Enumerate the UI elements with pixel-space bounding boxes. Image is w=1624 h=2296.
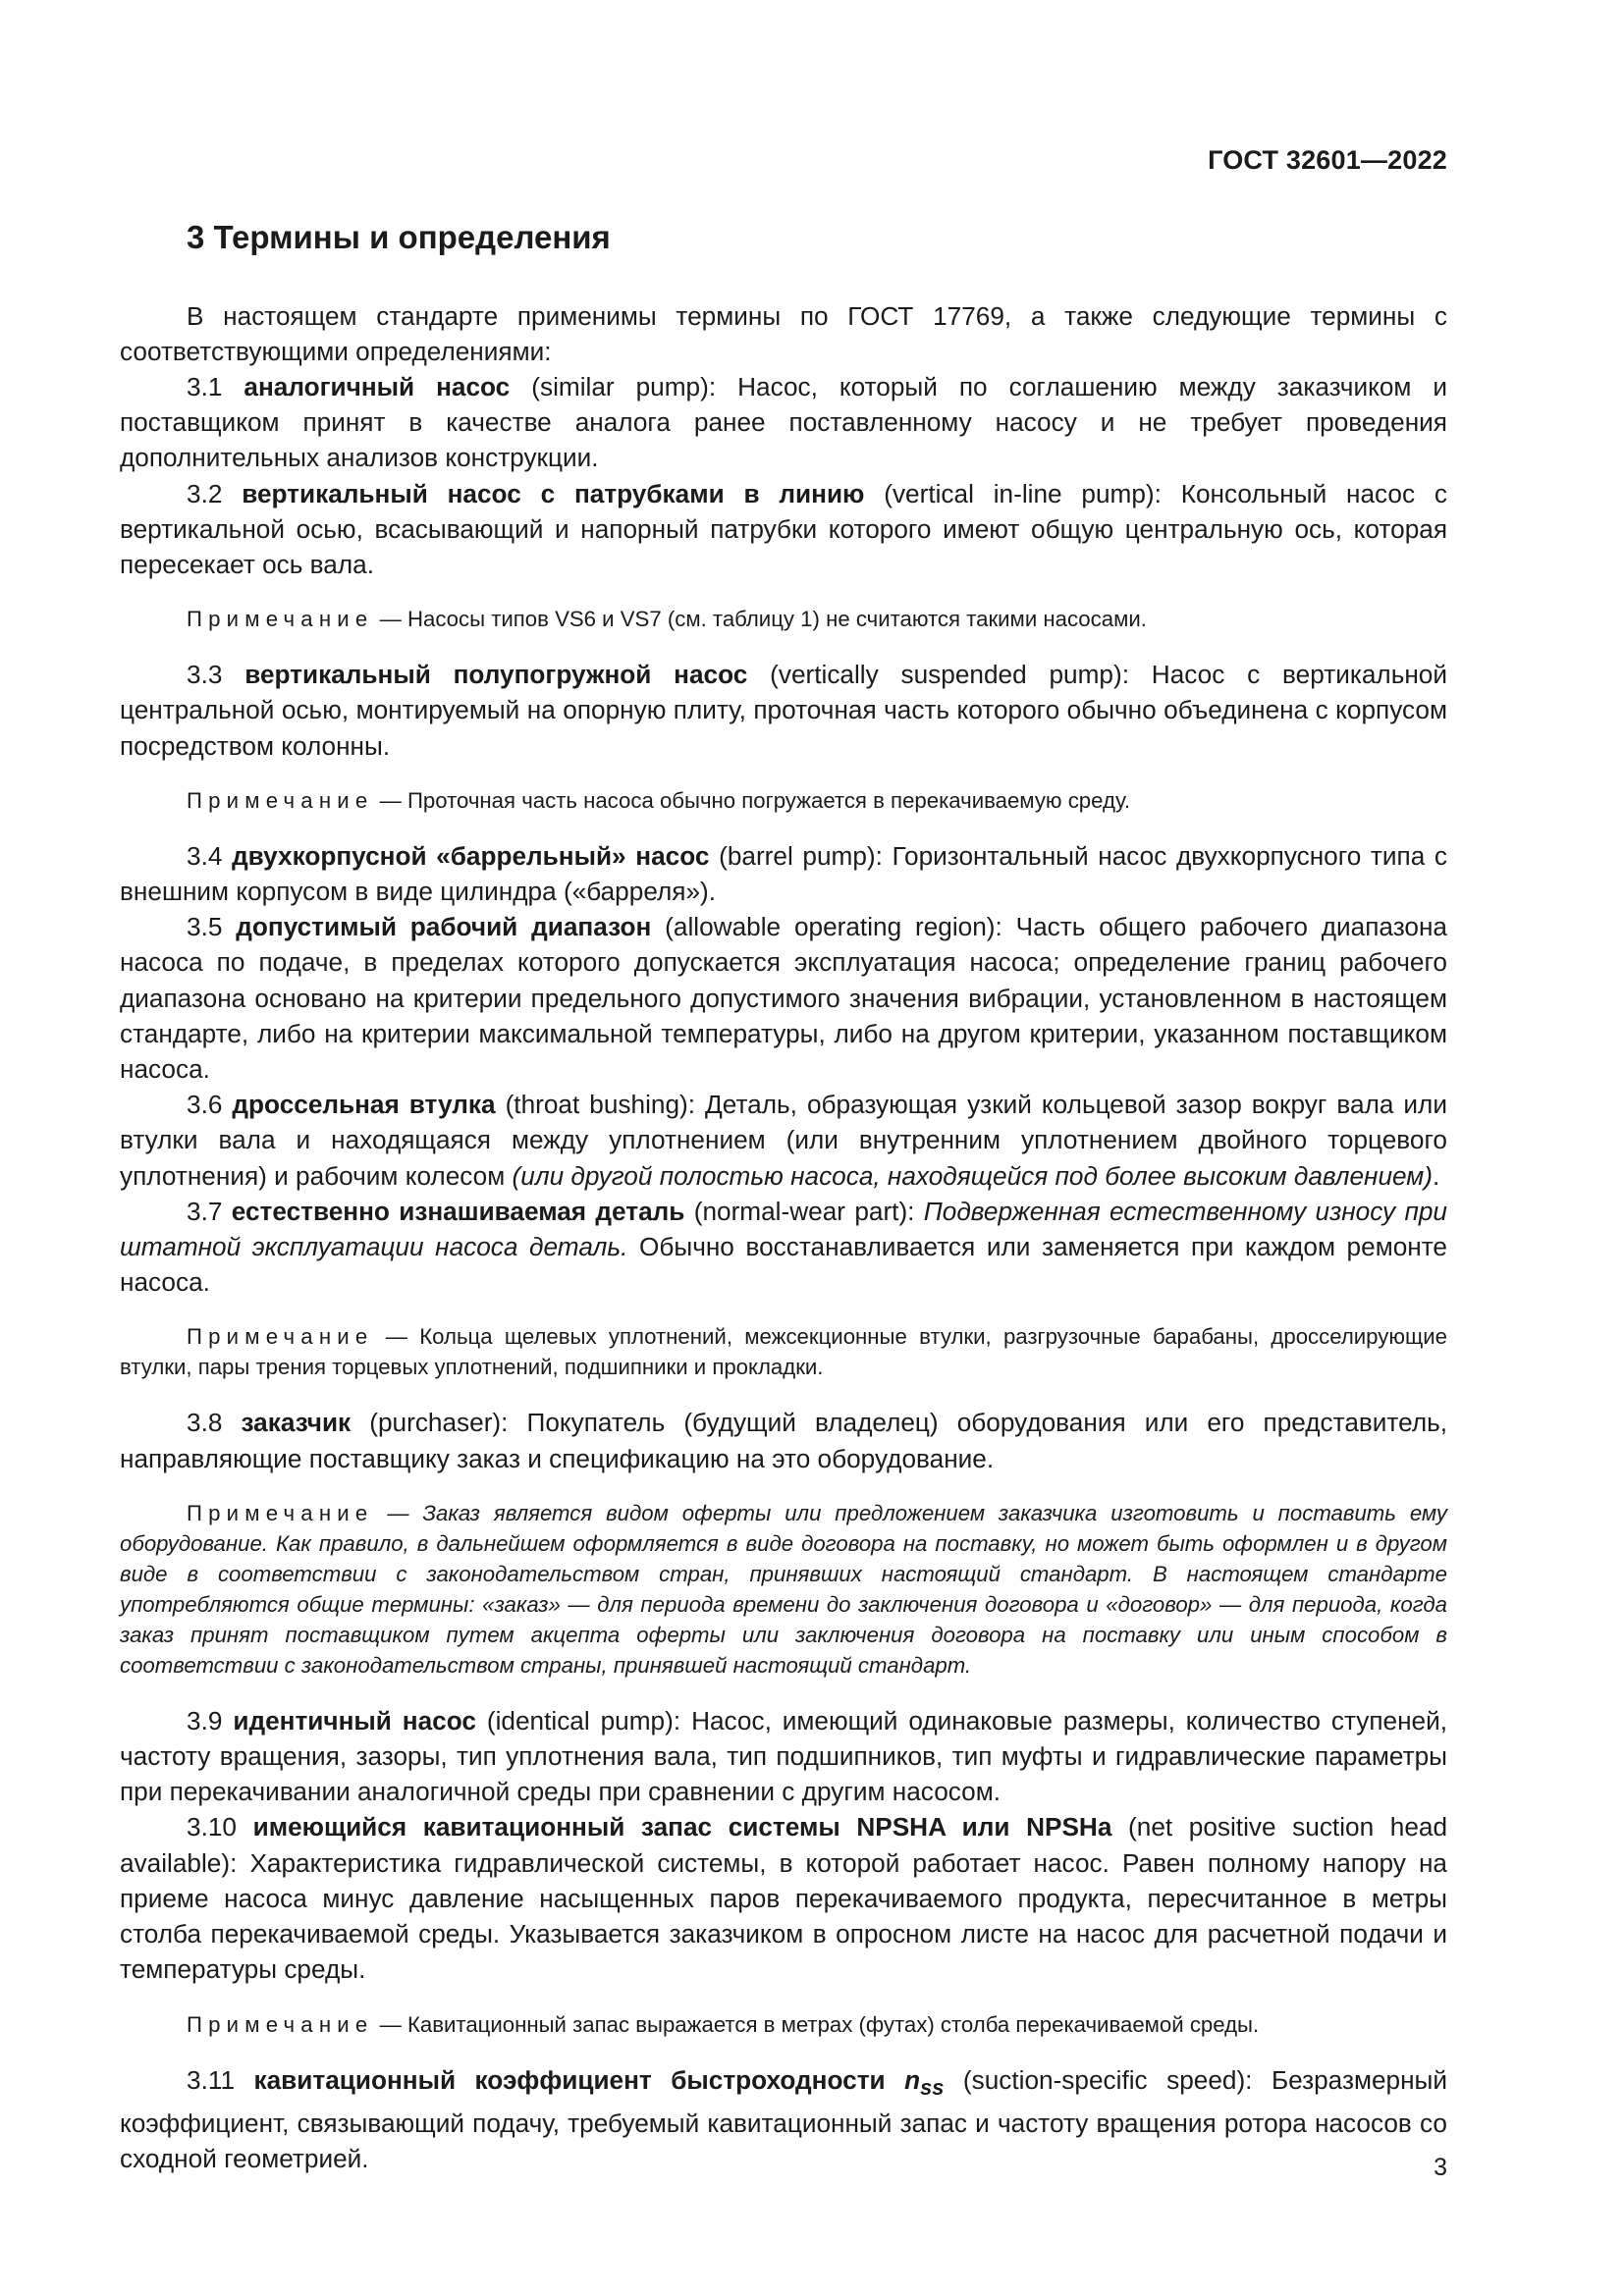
term-name: кавитационный коэффициент быстроходности: [253, 2064, 886, 2095]
term-definition: Покупатель (будущий владелец) оборудования или его представитель, направляющие поставщику заказ и спецификацию на это оборудование.: [120, 1408, 1448, 1473]
term-name: вертикальный насос с патрубками в линию: [242, 478, 865, 508]
term-name: вертикальный полупогружной насос: [244, 660, 748, 690]
note-label: Примечание: [187, 1500, 374, 1525]
term-name: имеющийся кавитационный запас системы NPSHA или NPSHa: [252, 1812, 1112, 1842]
term-3-9: 3.9 идентичный насос (identical pump): Насос, имеющий одинаковые размеры, количество ступеней, частоту вращения, зазоры, тип уплотнения вала, тип подшипников, тип муфты и гидравлические параметры при перекачивании аналогичной среды при сравнении с другим насосом.: [120, 1705, 1448, 1807]
term-3-6: 3.6 дроссельная втулка (throat bushing): Деталь, образующая узкий кольцевой зазор вокруг вала или втулки вала и находящаяся между уплотнением (или внутренним уплотнением двойного торцевого уплотнения) и рабочим колесом (или другой полостью насоса, находящейся под более высоким давлением).: [120, 1090, 1447, 1191]
term-english: (barrel pump):: [719, 840, 883, 871]
document-body: [120, 218, 1447, 2176]
term-english: (purchaser):: [369, 1408, 509, 1438]
term-definition: Насос, который по соглашению между заказчиком и поставщиком принят в качестве аналога ранее поставленному насосу и не требует проведения дополнительных анализов конструкции.: [120, 372, 1447, 473]
symbol-nss: $n_{ss}$: [904, 2064, 945, 2100]
term-3-7: 3.7 естественно изнашиваемая деталь (normal-wear part): Подверженная естественному износу при штатной эксплуатации насоса деталь. Обычно восстанавливается или заменяется при каждом ремонте насоса.: [120, 1196, 1448, 1298]
page-number: 3: [1434, 2154, 1447, 2181]
term-3-11: 3.11 кавитационный коэффициент быстроходности $n_{ss}$ (suction-specific speed): Безразмерный коэффициент, связывающий подачу, требуемый кавитационный запас и частоту вращения ротора насосов со сходной геометрией.: [120, 2064, 1448, 2174]
note-3-10: Примечание — Кавитационный запас выражается в метрах (футах) столба перекачиваемой среды.: [187, 2011, 1260, 2037]
term-english: (normal-wear part):: [693, 1196, 915, 1226]
term-name: дроссельная втулка: [232, 1090, 496, 1120]
term-name: естественно изнашиваемая деталь: [231, 1196, 685, 1226]
intro-paragraph: В настоящем стандарте применимы термины по ГОСТ 17769, а также следующие термины с соответствующими определениями:: [120, 300, 1447, 366]
term-3-3: 3.3 вертикальный полупогружной насос (vertically suspended pump): Насос с вертикальной центральной осью, монтируемый на опорную плиту, проточная часть которого обычно объединена с корпусом посредством колонны.: [120, 660, 1447, 761]
note-3-3: Примечание — Проточная часть насоса обычно погружается в перекачиваемую среду.: [187, 787, 1130, 813]
term-english: (identical pump):: [486, 1705, 681, 1735]
term-definition: Безразмерный коэффициент, связывающий подачу, требуемый кавитационный запас и частоту вращения ротора насосов со сходной геометрией.: [120, 2064, 1448, 2174]
note-label: Примечание: [187, 607, 374, 632]
section-heading: 3 Термины и определения: [187, 219, 611, 255]
term-definition: Насос, имеющий одинаковые размеры, количество ступеней, частоту вращения, зазоры, тип уплотнения вала, тип подшипников, тип муфты и гидравлические параметры при перекачивании аналогичной среды при сравнении с другим насосом.: [120, 1705, 1448, 1807]
term-english: (vertical in-line pump):: [884, 478, 1162, 508]
note-3-7: Примечание — Кольца щелевых уплотнений, межсекционные втулки, разгрузочные барабаны, дросселирующие втулки, пары трения торцевых уплотнений, подшипники и прокладки.: [120, 1324, 1447, 1380]
term-name: двухкорпусной «баррельный» насос: [232, 840, 710, 871]
term-name: заказчик: [241, 1408, 352, 1438]
term-name: допустимый рабочий диапазон: [236, 912, 652, 942]
term-3-8: 3.8 заказчик (purchaser): Покупатель (будущий владелец) оборудования или его представитель, направляющие поставщику заказ и спецификацию на это оборудование.: [120, 1408, 1448, 1473]
term-3-10: 3.10 имеющийся кавитационный запас системы NPSHA или NPSHa (net positive suction head available): Характеристика гидравлической системы, в которой работает насос. Равен полному напору на приеме насоса минус давление насыщенных паров перекачиваемого продукта, пересчитанное в метры столба перекачиваемой среды. Указывается заказчиком в опросном листе на насос для расчетной подачи и температуры среды.: [120, 1812, 1448, 1985]
term-definition: Деталь, образующая узкий кольцевой зазор вокруг вала или втулки вала и находящаяся между уплотнением (или внутренним уплотнением двойного торцевого уплотнения) и рабочим колесом: [120, 1090, 1447, 1191]
term-3-5: 3.5 допустимый рабочий диапазон (allowable operating region): Часть общего рабочего диапазона насоса по подаче, в пределах которого допускается эксплуатация насоса; определение границ рабочего диапазона основано на критерии предельного допустимого значения вибрации, установленном в настоящем стандарте, либо на критерии максимальной температуры, либо на другом критерии, указанном поставщиком насоса.: [120, 912, 1447, 1085]
note-label: Примечание: [187, 1324, 374, 1350]
term-english: (allowable operating region):: [665, 912, 1002, 942]
term-name: аналогичный насос: [244, 372, 511, 401]
term-3-2: 3.2 вертикальный насос с патрубками в линию (vertical in-line pump): Консольный насос с вертикальной осью, всасывающий и напорный патрубки которого имеют общую центральную ось, которая пересекает ось вала.: [120, 478, 1447, 580]
term-definition: Горизонтальный насос двухкорпусного типа с внешним корпусом в виде цилиндра («барреля»).: [120, 840, 1448, 907]
note-3-8: Примечание — Заказ является видом оферты или предложением заказчика изготовить и поставить ему оборудование. Как правило, в дальнейшем оформляется в виде договора на поставку, но может быть оформлен и в другом виде в соответствии с законодательством стран, принявших настоящий стандарт. В настоящем стандарте употребляются общие термины: «заказ» — для периода времени до заключения договора и «договор» — для периода, когда заказ принят поставщиком путем акцепта оферты или заключения договора на поставку или иным способом в соответствии с законодательством страны, принявшей настоящий стандарт.: [120, 1500, 1447, 1678]
term-definition-italic: Подверженная естественному износу при штатной эксплуатации насоса деталь.: [120, 1196, 1448, 1262]
term-3-4: 3.4 двухкорпусной «баррельный» насос (barrel pump): Горизонтальный насос двухкорпусного типа с внешним корпусом в виде цилиндра («барреля»).: [120, 840, 1448, 907]
term-definition: Характеристика гидравлической системы, в которой работает насос. Равен полному напору на приеме насоса минус давление насыщенных паров перекачиваемого продукта, пересчитанное в метры столба перекачиваемой среды. Указывается заказчиком в опросном листе на насос для расчетной подачи и температуры среды.: [120, 1847, 1447, 1985]
term-english: (similar pump):: [531, 372, 717, 401]
term-definition: Консольный насос с вертикальной осью, всасывающий и напорный патрубки которого имеют общую центральную ось, которая пересекает ось вала.: [120, 478, 1447, 580]
note-label: Примечание: [187, 2011, 374, 2037]
term-english: (suction-specific speed):: [962, 2064, 1253, 2095]
term-english: (net positive suction head available):: [120, 1812, 1448, 1878]
note-3-2: Примечание — Насосы типов VS6 и VS7 (см. таблицу 1) не считаются такими насосами.: [187, 607, 1147, 632]
term-definition: Часть общего рабочего диапазона насоса по подаче, в пределах которого допускается эксплуатация насоса; определение границ рабочего диапазона основано на критерии предельного допустимого значения вибрации, установленном в настоящем стандарте, либо на критерии максимальной температуры, либо на другом критерии, указанном поставщиком насоса.: [120, 912, 1447, 1085]
term-definition: Насос с вертикальной центральной осью, монтируемый на опорную плиту, проточная часть которого обычно объединена с корпусом посредством колонны.: [120, 660, 1447, 761]
term-english: (vertically suspended pump):: [770, 660, 1129, 690]
term-3-1: 3.1 аналогичный насос (similar pump): Насос, который по соглашению между заказчиком и поставщиком принят в качестве аналога ранее поставленному насосу и не требует проведения дополнительных анализов конструкции.: [120, 372, 1447, 473]
note-label: Примечание: [187, 787, 374, 813]
term-definition-italic: (или другой полостью насоса, находящейся под более высоким давлением): [512, 1160, 1433, 1191]
term-definition: Обычно восстанавливается или заменяется при каждом ремонте насоса.: [120, 1232, 1447, 1298]
term-english: (throat bushing):: [505, 1090, 696, 1120]
term-name: идентичный насос: [233, 1705, 476, 1735]
document-id-header: ГОСТ 32601—2022: [1208, 145, 1447, 175]
